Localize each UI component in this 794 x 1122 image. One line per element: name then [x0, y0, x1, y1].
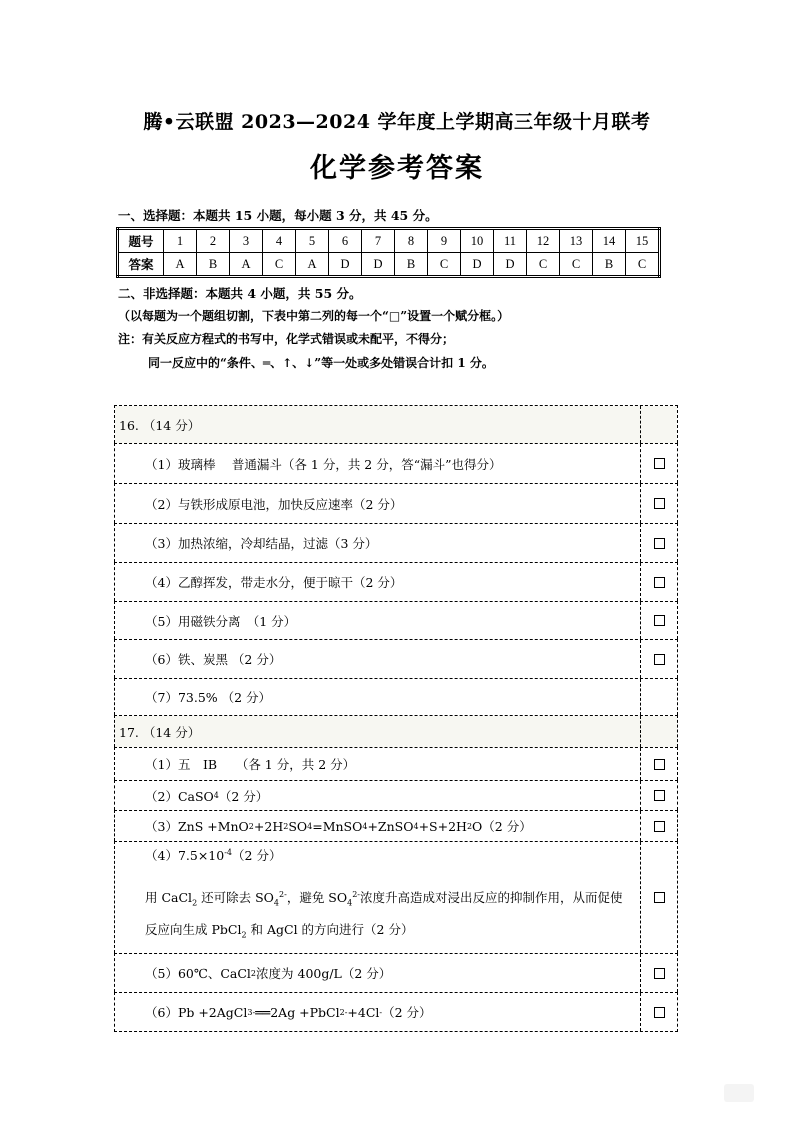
question-number-cell: 12: [527, 229, 560, 253]
q16-item-6: （6）铁、炭黑 （2 分）: [145, 652, 282, 667]
question-number-cell: 2: [197, 229, 230, 253]
answer-cell: A: [296, 253, 329, 277]
answer-cell: B: [395, 253, 428, 277]
answer-cell: C: [428, 253, 461, 277]
q16-item-7: （7）73.5% （2 分）: [145, 690, 272, 705]
score-checkbox[interactable]: [654, 790, 665, 801]
question-number-cell: 7: [362, 229, 395, 253]
q17-item-6: （6）Pb +2AgCl 3- ══2Ag +PbCl 2- +4Cl - （2 分）: [145, 1004, 432, 1020]
question-number-cell: 15: [626, 229, 660, 253]
section1-heading: 一、选择题：本题共 15 小题，每小题 3 分，共 45 分。: [118, 208, 438, 223]
note-equations: 注：有关反应方程式的书写中，化学式错误或未配平，不得分；: [118, 332, 455, 346]
q17-item-row: [114, 953, 678, 992]
q16-item-3: （3）加热浓缩，冷却结晶，过滤（3 分）: [145, 536, 378, 551]
q16-item-row: [114, 523, 678, 562]
score-checkbox[interactable]: [654, 1007, 665, 1018]
question-number-cell: 6: [329, 229, 362, 253]
q16-item-row: [114, 443, 678, 483]
score-checkbox[interactable]: [654, 892, 665, 903]
q17-item-1: （1）五 IB （各 1 分，共 2 分）: [145, 757, 356, 772]
row-label-answer: 答案: [118, 253, 164, 277]
exam-title: 腾•云联盟 2023—2024 学年度上学期高三年级十月联考: [143, 111, 651, 133]
answer-cell: C: [626, 253, 660, 277]
q16-item-row: [114, 639, 678, 678]
q16-item-row: [114, 678, 678, 715]
answer-cell: C: [263, 253, 296, 277]
answer-cell: D: [329, 253, 362, 277]
q17-item-5: （5）60℃、CaCl 2 浓度为 400g/L（2 分）: [145, 966, 392, 981]
score-checkbox[interactable]: [654, 458, 665, 469]
row-label-question: 题号: [118, 229, 164, 253]
question-number-cell: 4: [263, 229, 296, 253]
q16-header: 16. （14 分）: [115, 406, 640, 443]
answer-cell: A: [230, 253, 263, 277]
q17-item-row: [114, 841, 678, 953]
question-number-cell: 5: [296, 229, 329, 253]
note-deductions: 同一反应中的“条件、═、↑、↓”等一处或多处错误合计扣 1 分。: [148, 356, 494, 370]
score-checkbox[interactable]: [654, 615, 665, 626]
answer-cell: D: [362, 253, 395, 277]
question-number-cell: 3: [230, 229, 263, 253]
answer-cell: C: [560, 253, 593, 277]
q16-header-row: [114, 405, 678, 443]
score-checkbox[interactable]: [654, 498, 665, 509]
q16-item-row: [114, 562, 678, 601]
q16-item-5: （5）用磁铁分离 （1 分）: [145, 613, 297, 629]
q17-header-row: [114, 715, 678, 747]
score-checkbox[interactable]: [654, 538, 665, 549]
question-number-row: [118, 229, 660, 253]
q16-item-row: [114, 483, 678, 523]
question-number-cell: 13: [560, 229, 593, 253]
q16-item-4: （4）乙醇挥发，带走水分，便于晾干（2 分）: [145, 575, 403, 590]
question-number-cell: 11: [494, 229, 527, 253]
answer-table: [116, 227, 661, 278]
score-checkbox[interactable]: [654, 577, 665, 588]
answer-cell: B: [197, 253, 230, 277]
q17-item-row: [114, 747, 678, 780]
answer-key-title: 化学参考答案: [310, 153, 484, 184]
q16-item-row: [114, 601, 678, 639]
question-number-cell: 14: [593, 229, 626, 253]
score-checkbox[interactable]: [654, 821, 665, 832]
q17-item-row: [114, 810, 678, 841]
scoring-grid: [114, 405, 678, 1032]
answer-cell: D: [494, 253, 527, 277]
question-number-cell: 8: [395, 229, 428, 253]
question-number-cell: 1: [164, 229, 197, 253]
score-checkbox[interactable]: [654, 759, 665, 770]
q17-item-3: （3）ZnS +MnO 2 +2H 2 SO 4 =MnSO 4 +ZnSO 4 +S+2H 2 O（2 分）: [145, 818, 532, 834]
q17-item-row: [114, 992, 678, 1032]
answer-cell: A: [164, 253, 197, 277]
answer-cell: D: [461, 253, 494, 277]
section2-heading: 二、非选择题：本题共 4 小题，共 55 分。: [118, 286, 362, 301]
question-number-cell: 10: [461, 229, 494, 253]
q16-item-2: （2）与铁形成原电池，加快反应速率（2 分）: [145, 496, 403, 512]
q17-item-2: （2）CaSO 4 （2 分）: [145, 788, 269, 804]
answer-cell: C: [527, 253, 560, 277]
q17-item-4: $(4)7.5\times 10^{-4}(2$ 分） 用 CaCl$_2$ 还可除去 $SO_4^{2-}$，避免 $SO_4^{2-}$浓度升高造成对浸出反应的抑制作用，从而促使反应向生成 PbCl$_2$ 和 AgCl 的方向进行（2 分）: [145, 848, 623, 940]
q16-item-1: （1）玻璃棒 普通漏斗（各 1 分，共 2 分，答“漏斗”也得分）: [145, 456, 502, 472]
q17-header: 17. （14 分）: [115, 716, 640, 747]
note-grouping: （以每题为一个题组切割，下表中第二列的每一个“□”设置一个赋分框。）: [118, 309, 510, 323]
watermark: [724, 1084, 754, 1102]
answer-cell: B: [593, 253, 626, 277]
score-checkbox[interactable]: [654, 968, 665, 979]
score-checkbox[interactable]: [654, 654, 665, 665]
q17-item-row: [114, 780, 678, 810]
answer-row: [118, 253, 660, 277]
question-number-cell: 9: [428, 229, 461, 253]
